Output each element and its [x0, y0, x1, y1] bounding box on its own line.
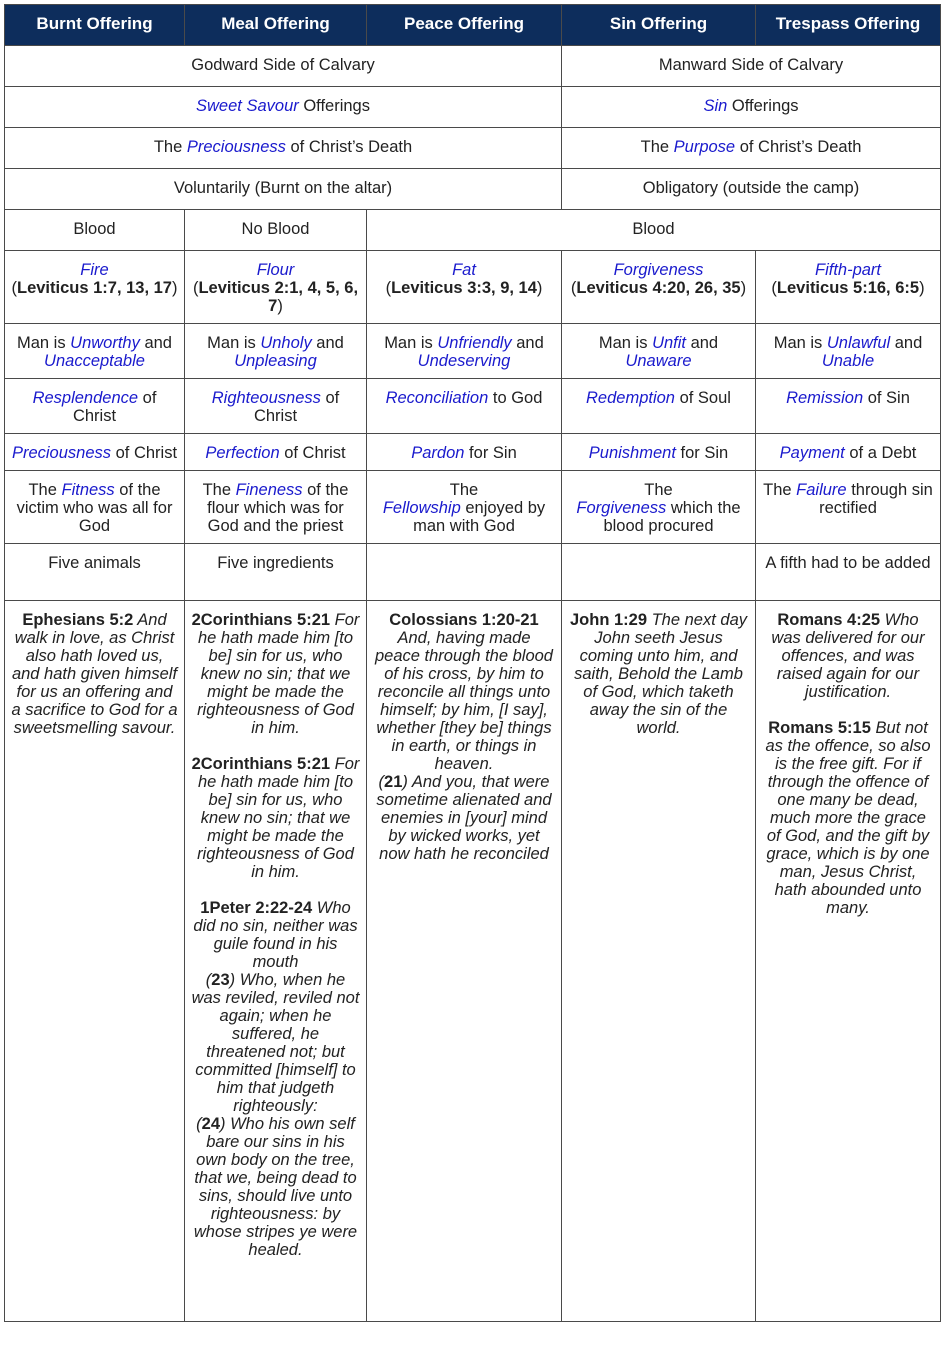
r-word: Reconciliation — [385, 389, 489, 407]
man-is-cell — [562, 324, 756, 379]
the-word-cell — [756, 471, 941, 544]
p-word-cell — [367, 434, 562, 471]
f-word-ref: Leviticus 3:3, 9, 14 — [391, 279, 537, 297]
the-word-rest: of the flour which was for God and the priest — [207, 481, 349, 535]
the-word: Fitness — [61, 481, 115, 499]
the-word-pre: The — [202, 481, 236, 499]
death-left-pre: The — [153, 138, 187, 156]
man-is-cell — [5, 324, 185, 379]
man-is-mid: and — [511, 334, 544, 352]
fifth-added-cell: A fifth had to be added — [756, 544, 941, 601]
r-word-rest: of Sin — [863, 389, 910, 407]
verse-block — [191, 755, 360, 881]
verse-block: 1Peter 2:22-24 Who did no sin, neither was guile found in his mouth (23) Who, when he was reviled, reviled not again; when he suffered, he threatened not; but committed [himself] to him that judgeth righteously: (24) Who his own self bare our sins in his own body on the tree, that we, being dead to sins, should live unto righteousness: by whose stripes ye were healed. — [191, 899, 360, 1259]
f-word-cell: Fat (Leviticus 3:3, 9, 14) — [367, 251, 562, 324]
verse-ref: Romans 4:25 — [777, 611, 881, 629]
r-word-rest: of Christ — [253, 389, 340, 425]
verse-ref: 1Peter 2:22-24 — [200, 899, 313, 917]
r-word-rest: to God — [488, 389, 543, 407]
fives-empty-cell — [367, 544, 562, 601]
the-word-rest: through sin rectified — [819, 481, 933, 517]
the-word-cell — [367, 471, 562, 544]
fives-empty-cell — [562, 544, 756, 601]
the-words-row — [5, 471, 941, 544]
verse-text: Who did no sin, neither was guile found in his mouth — [193, 899, 358, 971]
the-word-cell — [562, 471, 756, 544]
header-peace-offering: Peace Offering — [367, 5, 562, 46]
the-word-rest: of the victim who was all for God — [16, 481, 173, 535]
man-is-b: Unpleasing — [234, 352, 317, 370]
verses-peace-cell — [367, 601, 562, 1322]
header-burnt-offering: Burnt Offering — [5, 5, 185, 46]
verse-text: And walk in love, as Christ also hath loved us, and hath given himself for us an offering and a sacrifice to God for a sweetsmelling savour. — [11, 611, 178, 737]
verse-text: And, having made peace through the blood of his cross, by him to reconcile all things unto himself; by him, [I say], whether [they be] things in earth, or things in heaven. — [375, 629, 553, 773]
the-word-pre: The — [28, 481, 62, 499]
p-word-rest: of a Debt — [844, 444, 917, 462]
man-is-pre: Man is — [598, 334, 653, 352]
verse-number: 21 — [384, 773, 403, 791]
five-ingredients-cell: Five ingredients — [185, 544, 367, 601]
blood-rest-cell: Blood — [367, 210, 941, 251]
f-word-ref: Leviticus 4:20, 26, 35 — [576, 279, 741, 297]
verse-block: Colossians 1:20-21 And, having made peace through the blood of his cross, by him to reconcile all things unto himself; by him, [I say], whether [they be] things in earth, or things in heaven. (21) And you, that were sometime alienated and enemies in [your] mind by wicked works, yet now hath he reconciled — [375, 611, 553, 863]
f-word: Fifth-part — [814, 261, 882, 279]
header-sin-offering: Sin Offering — [562, 5, 756, 46]
offering-type-row — [5, 87, 941, 128]
verse-text: The next day John seeth Jesus coming unto him, and saith, Behold the Lamb of God, which taketh away the sin of the world. — [574, 611, 747, 737]
the-word-rest: which the blood procured — [603, 499, 741, 535]
the-word: Failure — [796, 481, 847, 499]
r-word-cell — [756, 379, 941, 434]
r-word-cell — [5, 379, 185, 434]
man-is-cell — [756, 324, 941, 379]
verse-text: For he hath made him [to be] sin for us, who knew no sin; that we might be made the righteousness of God in him. — [197, 611, 360, 737]
man-is-a: Unholy — [260, 334, 312, 352]
man-is-cell — [367, 324, 562, 379]
p-words-row — [5, 434, 941, 471]
p-word: Pardon — [411, 444, 465, 462]
p-word-rest: of Christ — [279, 444, 346, 462]
verse-ref: Romans 5:15 — [768, 719, 871, 737]
r-word: Righteousness — [211, 389, 321, 407]
man-is-mid: and — [686, 334, 719, 352]
sin-term: Sin — [703, 97, 728, 115]
verse-block — [762, 611, 934, 701]
p-word-cell — [185, 434, 367, 471]
the-word: Fellowship — [382, 499, 461, 517]
blood-row — [5, 210, 941, 251]
verses-sin-cell — [562, 601, 756, 1322]
p-word-rest: of Christ — [111, 444, 178, 462]
f-words-row — [5, 251, 941, 324]
man-is-pre: Man is — [207, 334, 261, 352]
the-word-cell — [185, 471, 367, 544]
p-word-rest: for Sin — [464, 444, 517, 462]
man-is-mid: and — [311, 334, 344, 352]
man-is-b: Unable — [821, 352, 875, 370]
verses-row — [5, 601, 941, 1322]
r-word-cell — [367, 379, 562, 434]
offerings-table — [4, 4, 941, 1322]
r-word: Redemption — [586, 389, 675, 407]
p-word: Preciousness — [11, 444, 112, 462]
man-is-b: Unaware — [625, 352, 692, 370]
purpose-death-cell — [562, 128, 941, 169]
sweet-savour-cell — [5, 87, 562, 128]
verses-meal-cell — [185, 601, 367, 1322]
p-word-rest: for Sin — [675, 444, 729, 462]
sin-offerings-rest: Offerings — [727, 97, 799, 115]
r-word-cell — [185, 379, 367, 434]
verse-ref: 2Corinthians 5:21 — [191, 755, 331, 773]
verse-block — [11, 611, 178, 737]
fives-row — [5, 544, 941, 601]
man-is-row — [5, 324, 941, 379]
f-word-cell: Fifth-part (Leviticus 5:16, 6:5) — [756, 251, 941, 324]
man-is-a: Unlawful — [826, 334, 891, 352]
f-word-cell: Flour (Leviticus 2:1, 4, 5, 6, 7) — [185, 251, 367, 324]
man-is-mid: and — [890, 334, 923, 352]
verse-number: 24 — [201, 1115, 221, 1133]
verse-ref: 2Corinthians 5:21 — [191, 611, 331, 629]
p-word: Punishment — [588, 444, 676, 462]
verse-block — [762, 719, 934, 917]
the-word-cell — [5, 471, 185, 544]
verses-burnt-cell — [5, 601, 185, 1322]
verse-ref: Ephesians 5:2 — [22, 611, 134, 629]
r-word: Resplendence — [32, 389, 139, 407]
sweet-savour-term: Sweet Savour — [196, 97, 299, 115]
purpose-term: Purpose — [673, 138, 736, 156]
death-right-pre: The — [640, 138, 674, 156]
f-word: Fire — [80, 261, 109, 279]
the-word-pre: The — [644, 481, 673, 499]
r-word-cell — [562, 379, 756, 434]
f-word-ref: Leviticus 2:1, 4, 5, 6, 7 — [198, 279, 359, 315]
preciousness-death-cell — [5, 128, 562, 169]
voluntarily-cell: Voluntarily (Burnt on the altar) — [5, 169, 562, 210]
verse-text: But not as the offence, so also is the free gift. For if through the offence of one many be dead, much more the grace of God, and the gift by grace, which is by one man, Jesus Christ, hath abounded unto many. — [765, 719, 931, 917]
man-is-b: Unacceptable — [44, 352, 145, 370]
p-word: Perfection — [205, 444, 280, 462]
header-row — [5, 5, 941, 46]
sweet-savour-rest: Offerings — [298, 97, 370, 115]
f-word-ref: Leviticus 5:16, 6:5 — [776, 279, 920, 297]
the-word-pre: The — [449, 481, 479, 499]
death-right-post: of Christ’s Death — [735, 138, 862, 156]
r-word-rest: of Christ — [72, 389, 157, 425]
verse-text: Who his own self bare our sins in his own body on the tree, that we, being dead to sins, should live unto righteousness: by whose stripes ye were healed. — [193, 1115, 358, 1259]
the-word-rest: enjoyed by man with God — [413, 499, 546, 535]
verse-text: And you, that were sometime alienated and enemies in [your] mind by wicked works, yet now hath he reconciled — [376, 773, 552, 863]
p-word-cell — [562, 434, 756, 471]
man-is-cell — [185, 324, 367, 379]
death-left-post: of Christ’s Death — [285, 138, 413, 156]
godward-side-cell: Godward Side of Calvary — [5, 46, 562, 87]
man-is-a: Unworthy — [70, 334, 140, 352]
p-word-cell — [756, 434, 941, 471]
verse-ref: Colossians 1:20-21 — [389, 611, 539, 629]
f-word-ref: Leviticus 1:7, 13, 17 — [16, 279, 172, 297]
r-words-row — [5, 379, 941, 434]
obligatory-cell: Obligatory (outside the camp) — [562, 169, 941, 210]
the-word-pre: The — [763, 481, 797, 499]
p-word-cell — [5, 434, 185, 471]
blood-meal-cell: No Blood — [185, 210, 367, 251]
verse-block — [568, 611, 749, 737]
preciousness-term: Preciousness — [186, 138, 286, 156]
manward-side-cell: Manward Side of Calvary — [562, 46, 941, 87]
sin-offerings-cell — [562, 87, 941, 128]
f-word-cell: Forgiveness (Leviticus 4:20, 26, 35) — [562, 251, 756, 324]
f-word-cell: Fire (Leviticus 1:7, 13, 17) — [5, 251, 185, 324]
man-is-a: Unfriendly — [437, 334, 512, 352]
verse-ref: John 1:29 — [569, 611, 648, 629]
man-is-b: Undeserving — [417, 352, 511, 370]
man-is-pre: Man is — [384, 334, 438, 352]
five-animals-cell: Five animals — [5, 544, 185, 601]
man-is-a: Unfit — [652, 334, 686, 352]
f-word: Flour — [256, 261, 295, 279]
verse-text: For he hath made him [to be] sin for us, who knew no sin; that we might be made the righteousness of God in him. — [197, 755, 360, 881]
man-is-mid: and — [139, 334, 172, 352]
man-is-pre: Man is — [16, 334, 71, 352]
p-word: Payment — [779, 444, 845, 462]
verse-text: Who was delivered for our offences, and was raised again for our justification. — [771, 611, 925, 701]
f-word: Fat — [452, 261, 476, 279]
verse-block — [191, 611, 360, 737]
manner-row — [5, 169, 941, 210]
r-word: Remission — [786, 389, 864, 407]
man-is-pre: Man is — [773, 334, 827, 352]
verse-text: Who, when he was reviled, reviled not again; when he suffered, he threatened not; but committed [himself] to him that judgeth righteously: — [191, 971, 360, 1115]
header-meal-offering: Meal Offering — [185, 5, 367, 46]
f-word: Forgiveness — [613, 261, 704, 279]
the-word: Forgiveness — [576, 499, 667, 517]
side-row — [5, 46, 941, 87]
death-row — [5, 128, 941, 169]
header-trespass-offering: Trespass Offering — [756, 5, 941, 46]
verse-number: 23 — [211, 971, 230, 989]
verses-trespass-cell — [756, 601, 941, 1322]
r-word-rest: of Soul — [675, 389, 731, 407]
blood-burnt-cell: Blood — [5, 210, 185, 251]
the-word: Fineness — [235, 481, 303, 499]
